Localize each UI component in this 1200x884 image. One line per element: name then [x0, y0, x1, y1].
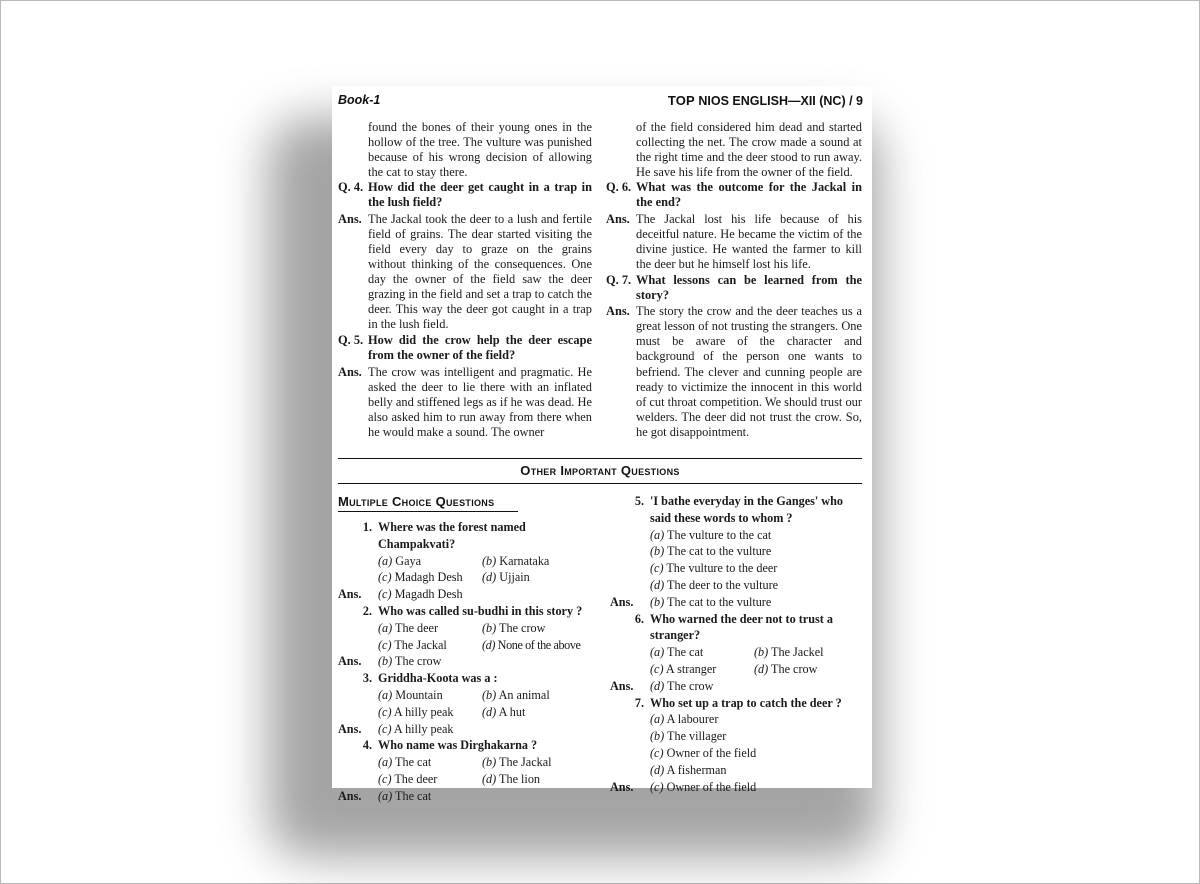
- running-header-left: Book-1: [338, 93, 381, 107]
- answer-6: [606, 212, 862, 272]
- mcq-right-column: [610, 493, 866, 795]
- answer-letter: (b): [650, 594, 665, 609]
- mcq-question: Who set up a trap to catch the deer ?: [650, 695, 842, 710]
- answer-label: Ans.: [606, 211, 630, 226]
- question-text: What lessons can be learned from the story?: [636, 272, 862, 303]
- option-letter: (d): [482, 570, 497, 585]
- option-letter: (b): [482, 755, 497, 770]
- answer-text: The crow was intelligent and pragmatic. He asked the deer to lie there with an inflated belly and stiffened legs as if he was dead. He also asked him to run away from there when he would make a sound. The owner: [368, 364, 592, 439]
- mcq-item: [610, 695, 866, 796]
- option-letter: (b): [482, 687, 497, 702]
- option-text: Madagh Desh: [394, 570, 463, 585]
- option-text: A stranger: [665, 661, 717, 676]
- answer-text: The Jackal lost his life because of his deceitful nature. He became the victim of the divine justice. He wanted the farmer to kill the deer but he himself lost his life.: [636, 211, 862, 271]
- option-text: The deer: [395, 620, 439, 635]
- mcq-left-column: [338, 519, 600, 805]
- option-letter: (c): [378, 637, 392, 652]
- option-letter: (a): [650, 527, 665, 542]
- continuation-text: found the bones of their young ones in the hollow of the tree. The vulture was punished because of his wrong decision of allowing the cat to stay there.: [368, 120, 592, 180]
- option-text: The villager: [667, 729, 727, 744]
- mcq-number: 4.: [362, 738, 372, 753]
- mcq-number: 7.: [634, 695, 644, 710]
- option-letter: (b): [482, 553, 497, 568]
- option-letter: (b): [650, 729, 665, 744]
- option-letter: (a): [378, 755, 393, 770]
- answer-label: Ans.: [610, 678, 634, 693]
- option-letter: (d): [482, 771, 497, 786]
- answer-text: The cat to the vulture: [667, 594, 772, 609]
- option-letter: (a): [650, 645, 665, 660]
- option-letter: (a): [650, 712, 665, 727]
- option-text: Owner of the field: [666, 745, 757, 760]
- option-letter: (c): [650, 561, 664, 576]
- left-column: [338, 120, 592, 441]
- mcq-question: Who was called su-budhi in this story ?: [378, 603, 583, 618]
- option-letter: (c): [378, 704, 392, 719]
- question-label: Q. 7.: [606, 272, 632, 287]
- option-text: Ujjain: [499, 570, 530, 585]
- question-text: What was the outcome for the Jackal in the end?: [636, 180, 862, 210]
- option-letter: (b): [650, 544, 665, 559]
- question-label: Q. 4.: [338, 180, 364, 195]
- option-letter: (d): [650, 577, 665, 592]
- mcq-item: [610, 611, 866, 695]
- option-text: An animal: [498, 687, 550, 702]
- answer-text: A hilly peak: [393, 721, 454, 736]
- answer-label: Ans.: [338, 654, 362, 669]
- option-letter: (c): [650, 661, 664, 676]
- option-text: The crow: [771, 661, 818, 676]
- question-label: Q. 5.: [338, 333, 364, 348]
- answer-4: [338, 212, 592, 333]
- answer-label: Ans.: [338, 364, 362, 379]
- answer-label: Ans.: [606, 304, 630, 319]
- option-text: A hilly peak: [393, 704, 454, 719]
- option-text: The deer: [394, 771, 438, 786]
- option-letter: (b): [482, 620, 497, 635]
- option-text: Karnataka: [499, 553, 550, 568]
- option-letter: (d): [482, 637, 496, 652]
- option-text: The vulture to the deer: [666, 561, 778, 576]
- answer-label: Ans.: [610, 594, 634, 609]
- mcq-number: 5.: [634, 494, 644, 508]
- option-text: Mountain: [395, 687, 443, 702]
- option-letter: (b): [754, 645, 769, 660]
- book-page: [332, 86, 872, 803]
- option-letter: (d): [754, 661, 769, 676]
- answer-label: Ans.: [338, 211, 362, 226]
- mcq-question: Where was the forest named Champakvati?: [378, 520, 526, 551]
- mcq-number: 3.: [362, 671, 372, 686]
- option-letter: (c): [650, 745, 664, 760]
- answer-7: [606, 304, 862, 440]
- mcq-question: Who name was Dirghakarna ?: [378, 738, 538, 753]
- question-7: [606, 273, 862, 303]
- option-text: None of the above: [497, 637, 581, 652]
- option-text: The vulture to the cat: [667, 527, 772, 542]
- brand-top: TOP: [667, 93, 695, 108]
- section-title: Other Important Questions: [338, 458, 862, 484]
- option-text: Gaya: [395, 553, 421, 568]
- running-header-right: [668, 93, 863, 108]
- header-title: NIOS ENGLISH—XII (NC) / 9: [694, 94, 863, 108]
- option-text: The crow: [499, 620, 546, 635]
- option-text: A labourer: [666, 712, 719, 727]
- mcq-item: [338, 670, 600, 737]
- mcq-question: 'I bathe everyday in the Ganges' who said these words to whom ?: [650, 494, 843, 525]
- option-text: A fisherman: [666, 762, 727, 777]
- answer-5: [338, 365, 592, 440]
- option-text: The Jackal: [394, 637, 447, 652]
- question-text: How did the deer get caught in a trap in the lush field?: [368, 180, 592, 210]
- option-text: The cat: [395, 755, 432, 770]
- option-letter: (c): [378, 570, 392, 585]
- answer-text: The crow: [667, 678, 714, 693]
- answer-letter: (b): [378, 654, 393, 669]
- option-text: The Jackel: [771, 645, 824, 660]
- answer-text: Magadh Desh: [394, 587, 463, 602]
- answer-label: Ans.: [338, 721, 362, 736]
- option-letter: (d): [650, 762, 665, 777]
- option-letter: (c): [378, 771, 392, 786]
- answer-letter: (d): [650, 678, 665, 693]
- option-letter: (a): [378, 620, 393, 635]
- mcq-heading: Multiple Choice Questions: [338, 494, 518, 512]
- mcq-item: [338, 519, 600, 603]
- mcq-number: 6.: [634, 611, 644, 626]
- answer-text: The crow: [395, 654, 442, 669]
- right-column: [606, 120, 862, 441]
- answer-label: Ans.: [338, 788, 362, 803]
- answer-text: The story the crow and the deer teaches us a great lesson of not trusting the strangers. One must be aware of the character and background of the person one wants to befriend. The clever and cunning people are ready to victimize the innocent in this world of cut throat competition. We should trust our welders. The deer did not trust the crow. So, he got disappointment.: [636, 304, 862, 439]
- mcq-number: 1.: [362, 520, 372, 534]
- option-text: The Jackal: [499, 755, 552, 770]
- option-letter: (a): [378, 553, 393, 568]
- answer-text: The Jackal took the deer to a lush and fertile field of grains. The dear started visiting the field every day to graze on the grains without thinking of the consequences. One day the owner of the field saw the deer grazing in the field and set a trap to catch the deer. This way the deer got caught in a trap in the lush field.: [368, 211, 592, 332]
- answer-text: Owner of the field: [666, 779, 757, 794]
- answer-letter: (c): [378, 587, 392, 602]
- mcq-item: [610, 493, 866, 611]
- question-5: [338, 333, 592, 363]
- option-text: The deer to the vulture: [667, 577, 779, 592]
- option-text: The lion: [499, 771, 541, 786]
- option-text: The cat: [667, 645, 704, 660]
- question-label: Q. 6.: [606, 180, 632, 195]
- mcq-question: Who warned the deer not to trust a stranger?: [650, 611, 833, 643]
- question-4: [338, 180, 592, 210]
- option-text: The cat to the vulture: [667, 544, 772, 559]
- answer-letter: (c): [378, 721, 392, 736]
- option-letter: (d): [482, 704, 497, 719]
- option-letter: (a): [378, 687, 393, 702]
- answer-label: Ans.: [338, 587, 362, 602]
- answer-text: The cat: [395, 788, 432, 803]
- mcq-item: [338, 737, 600, 804]
- mcq-number: 2.: [362, 603, 372, 618]
- question-6: [606, 180, 862, 210]
- mcq-question: Griddha-Koota was a :: [378, 671, 498, 686]
- mcq-item: [338, 603, 600, 670]
- answer-letter: (c): [650, 779, 664, 794]
- answer-letter: (a): [378, 788, 393, 803]
- option-text: A hut: [498, 704, 526, 719]
- answer-label: Ans.: [610, 779, 634, 794]
- continuation-text: of the field considered him dead and started collecting the net. The crow made a sound at the right time and the deer stood to run away. He save his life from the owner of the field.: [636, 120, 862, 180]
- question-text: How did the crow help the deer escape from the owner of the field?: [368, 333, 592, 363]
